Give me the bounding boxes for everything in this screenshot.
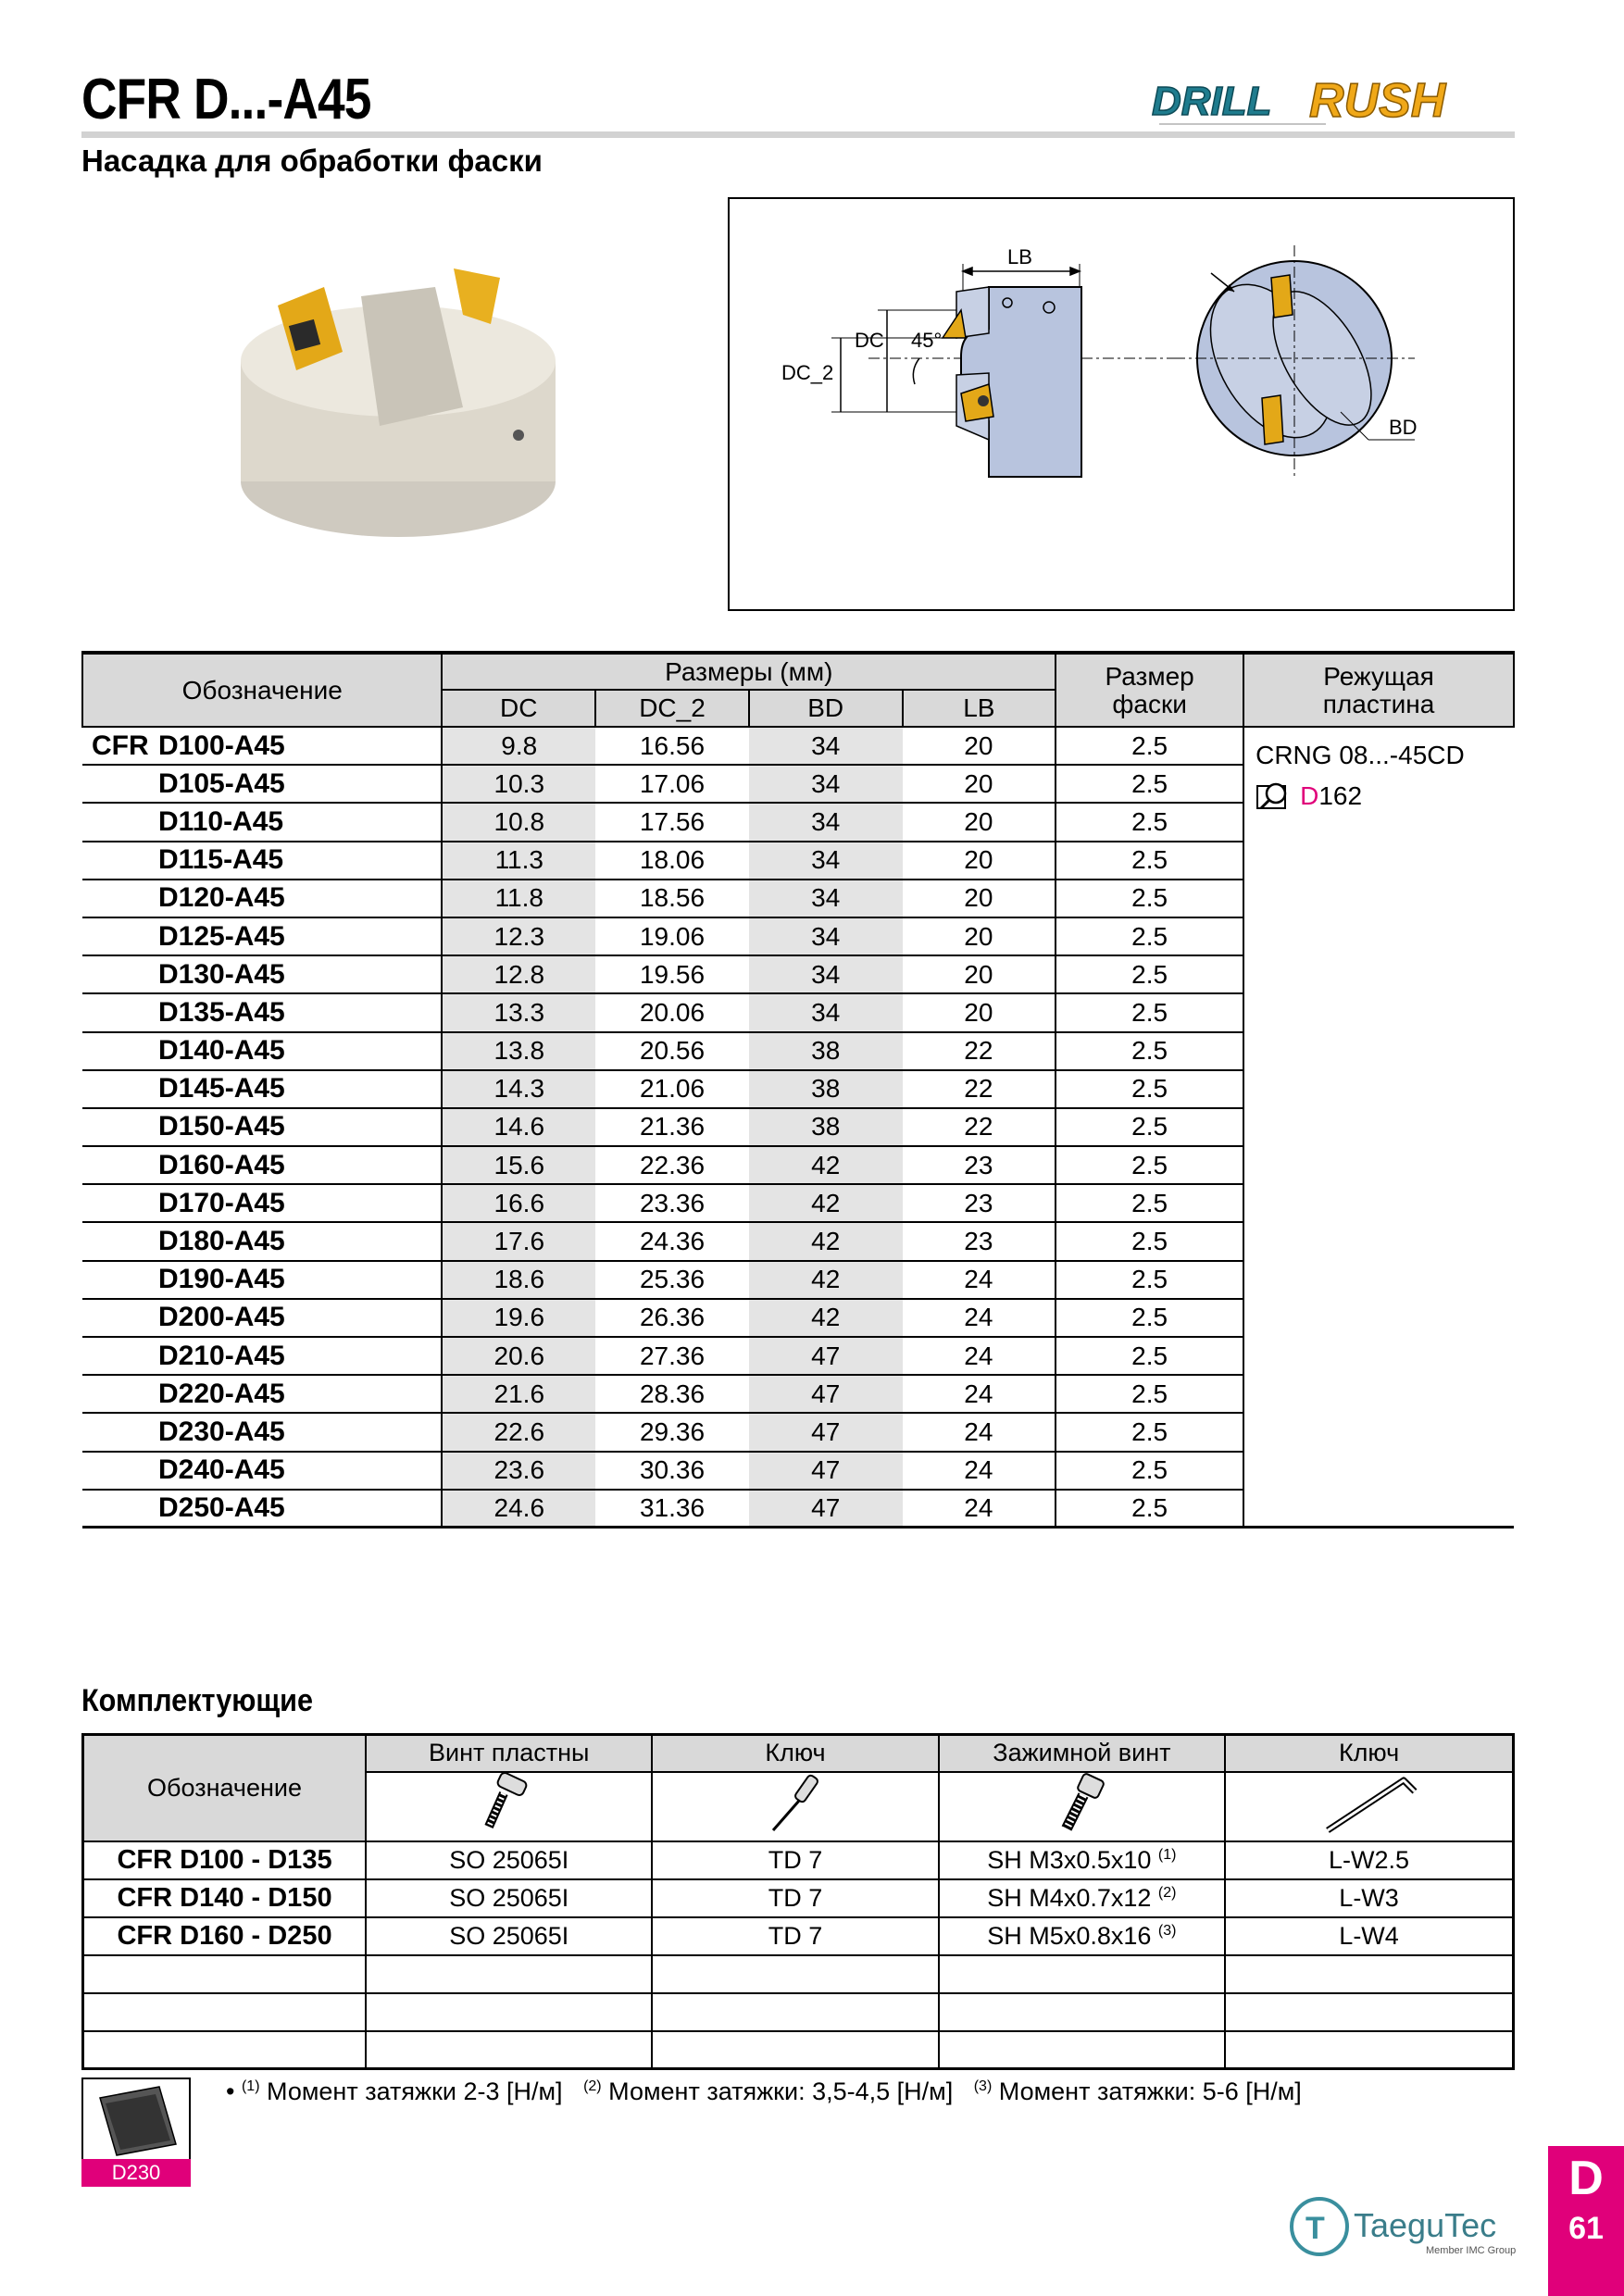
designation-code: D135-A45: [158, 996, 285, 1028]
designation-cell: [82, 803, 442, 841]
torque-footnotes: [226, 2078, 1302, 2106]
lb-cell: 24: [903, 1375, 1056, 1413]
screwdriver-icon: [758, 1773, 832, 1834]
designation-cell: [82, 917, 442, 955]
accessories-table: [81, 1733, 1515, 2070]
catalog-ref-label[interactable]: D230: [81, 2159, 191, 2187]
label-angle: 45°: [911, 329, 943, 352]
dc-cell: 14.3: [442, 1070, 595, 1108]
chamfer-cell: 2.5: [1056, 1452, 1243, 1490]
dc-cell: 14.6: [442, 1108, 595, 1146]
designation-cell: [82, 1337, 442, 1375]
svg-text:RUSH: RUSH: [1309, 74, 1446, 128]
brand-name: TaeguTec: [1354, 2206, 1497, 2244]
taegutec-logo: [1287, 2194, 1528, 2259]
clamp-screw-note: (1): [1157, 1846, 1177, 1863]
lb-cell: 22: [903, 1070, 1056, 1108]
dc-cell: 12.3: [442, 917, 595, 955]
bd-cell: 47: [749, 1413, 903, 1451]
bd-cell: 34: [749, 917, 903, 955]
designation-cell: [82, 1222, 442, 1260]
label-bd: BD: [1389, 416, 1418, 439]
hex-key-icon: [1318, 1773, 1420, 1834]
footnote-2-text: Момент затяжки: 3,5-4,5 [Н/м]: [608, 2078, 954, 2105]
lb-cell: 22: [903, 1032, 1056, 1070]
bd-cell: 34: [749, 955, 903, 993]
empty-cell: [83, 2031, 367, 2069]
chamfer-cell: 2.5: [1056, 1299, 1243, 1337]
designation-cell: [82, 993, 442, 1031]
lb-cell: 20: [903, 993, 1056, 1031]
chamfer-cell: 2.5: [1056, 1146, 1243, 1184]
designation-code: D220-A45: [158, 1378, 285, 1409]
dc-cell: 9.8: [442, 727, 595, 765]
chamfer-cell: 2.5: [1056, 1032, 1243, 1070]
clamp-screw-value-cell: [939, 1879, 1225, 1917]
key2-value: L-W4: [1225, 1917, 1513, 1955]
dc2-cell: 18.56: [595, 880, 749, 917]
lb-cell: 20: [903, 917, 1056, 955]
dc2-cell: 21.36: [595, 1108, 749, 1146]
svg-text:T: T: [1305, 2211, 1325, 2246]
dc-cell: 18.6: [442, 1261, 595, 1299]
lb-cell: 20: [903, 955, 1056, 993]
footnote-1-text: Момент затяжки 2-3 [Н/м]: [267, 2078, 563, 2105]
chamfer-cell: 2.5: [1056, 1070, 1243, 1108]
clamp-screw-cell: [939, 1772, 1225, 1841]
chamfer-cell: 2.5: [1056, 1222, 1243, 1260]
empty-accessory-row: [83, 1955, 1514, 1993]
insert-ref-page: 162: [1318, 781, 1363, 810]
clamp-screw-note: (3): [1157, 1922, 1177, 1939]
bd-cell: 42: [749, 1299, 903, 1337]
header-designation: Обозначение: [82, 653, 442, 727]
bd-cell: 47: [749, 1490, 903, 1528]
bd-cell: 38: [749, 1070, 903, 1108]
dc-cell: 21.6: [442, 1375, 595, 1413]
designation-cell: [82, 1070, 442, 1108]
designation-code: D140-A45: [158, 1035, 285, 1067]
dc2-cell: 31.36: [595, 1490, 749, 1528]
chamfer-cell: 2.5: [1056, 955, 1243, 993]
header-dc: DC: [442, 690, 595, 727]
designation-code: D200-A45: [158, 1302, 285, 1333]
label-dc2: DC_2: [781, 361, 834, 384]
dc-cell: 22.6: [442, 1413, 595, 1451]
bd-cell: 34: [749, 727, 903, 765]
dc-cell: 24.6: [442, 1490, 595, 1528]
lb-cell: 22: [903, 1108, 1056, 1146]
lb-cell: 24: [903, 1490, 1056, 1528]
key2-value: L-W3: [1225, 1879, 1513, 1917]
empty-cell: [1225, 1993, 1513, 2031]
label-dc: DC: [855, 329, 884, 352]
dc-cell: 15.6: [442, 1146, 595, 1184]
footnote-2-number: (2): [583, 2078, 602, 2094]
dimensions-table: [81, 651, 1515, 1529]
dc-cell: 20.6: [442, 1337, 595, 1375]
header-chamfer: Размер фаски: [1056, 653, 1243, 727]
designation-code: D100-A45: [158, 730, 285, 761]
clamp-screw-value-cell: [939, 1841, 1225, 1879]
empty-accessory-row: [83, 1993, 1514, 2031]
lb-cell: 24: [903, 1337, 1056, 1375]
label-lb: LB: [1007, 245, 1032, 268]
chamfer-cell: 2.5: [1056, 1413, 1243, 1451]
empty-cell: [1225, 1955, 1513, 1993]
drillrush-logo: [1141, 63, 1520, 137]
chamfer-cell: 2.5: [1056, 1337, 1243, 1375]
designation-code: D120-A45: [158, 882, 285, 914]
designation-cell: [82, 1146, 442, 1184]
designation-code: D160-A45: [158, 1149, 285, 1180]
bd-cell: 42: [749, 1146, 903, 1184]
section-tab: [1548, 2146, 1624, 2296]
footnote-bullet: •: [226, 2078, 235, 2105]
accessory-row: [83, 1879, 1514, 1917]
lb-cell: 24: [903, 1261, 1056, 1299]
lb-cell: 23: [903, 1184, 1056, 1222]
dc2-cell: 24.36: [595, 1222, 749, 1260]
dc2-cell: 26.36: [595, 1299, 749, 1337]
designation-code: D115-A45: [158, 844, 284, 876]
designation-cell: [82, 880, 442, 917]
dc2-cell: 18.06: [595, 842, 749, 880]
dc2-cell: 28.36: [595, 1375, 749, 1413]
bd-cell: 34: [749, 993, 903, 1031]
chamfer-cell: 2.5: [1056, 917, 1243, 955]
designation-cell: [82, 1184, 442, 1222]
chamfer-cell: 2.5: [1056, 1261, 1243, 1299]
empty-cell: [652, 2031, 938, 2069]
designation-code: D105-A45: [158, 767, 285, 799]
lb-cell: 23: [903, 1222, 1056, 1260]
empty-cell: [83, 1993, 367, 2031]
designation-code: D230-A45: [158, 1416, 285, 1447]
empty-cell: [652, 1955, 938, 1993]
empty-cell: [366, 2031, 652, 2069]
insert-page-reference[interactable]: [1255, 776, 1362, 817]
acc-header-key1: Ключ: [652, 1735, 938, 1772]
bd-cell: 42: [749, 1261, 903, 1299]
product-image: [222, 250, 574, 546]
dc2-cell: 17.56: [595, 803, 749, 841]
key1-value: TD 7: [652, 1879, 938, 1917]
dc2-cell: 20.56: [595, 1032, 749, 1070]
empty-cell: [1225, 2031, 1513, 2069]
lb-cell: 20: [903, 765, 1056, 803]
dc2-cell: 20.06: [595, 993, 749, 1031]
chamfer-cell: 2.5: [1056, 727, 1243, 765]
dc2-cell: 29.36: [595, 1413, 749, 1451]
lb-cell: 20: [903, 803, 1056, 841]
designation-code: D145-A45: [158, 1073, 285, 1104]
insert-ref-letter: D: [1300, 781, 1319, 810]
empty-cell: [939, 2031, 1225, 2069]
designation-cell: [82, 1413, 442, 1451]
header-lb: LB: [903, 690, 1056, 727]
acc-header-clamp-screw: Зажимной винт: [939, 1735, 1225, 1772]
insert-screw-value: SO 25065I: [366, 1879, 652, 1917]
bd-cell: 47: [749, 1337, 903, 1375]
dc2-cell: 19.06: [595, 917, 749, 955]
dc-cell: 17.6: [442, 1222, 595, 1260]
designation-cell: [82, 1490, 442, 1528]
dc2-cell: 30.36: [595, 1452, 749, 1490]
key1-value: TD 7: [652, 1841, 938, 1879]
brand-tagline: Member IMC Group: [1426, 2245, 1517, 2256]
accessory-row: [83, 1841, 1514, 1879]
clamp-screw-value-cell: [939, 1917, 1225, 1955]
designation-cell: [82, 1452, 442, 1490]
dc2-cell: 19.56: [595, 955, 749, 993]
designation-cell: [82, 727, 442, 765]
insert-screw-cell: [366, 1772, 652, 1841]
chamfer-cell: 2.5: [1056, 880, 1243, 917]
table-row: [82, 727, 1514, 765]
chamfer-cell: 2.5: [1056, 993, 1243, 1031]
clamp-screw-note: (2): [1157, 1884, 1177, 1901]
acc-header-insert-screw: Винт пластны: [366, 1735, 652, 1772]
dc-cell: 12.8: [442, 955, 595, 993]
designation-code: D110-A45: [158, 805, 284, 837]
dc-cell: 11.3: [442, 842, 595, 880]
designation-code: D250-A45: [158, 1492, 285, 1524]
key1-cell: [652, 1772, 938, 1841]
header-dc2: DC_2: [595, 690, 749, 727]
dc-cell: 13.3: [442, 993, 595, 1031]
designation-cell: [82, 955, 442, 993]
chamfer-cell: 2.5: [1056, 1108, 1243, 1146]
bd-cell: 34: [749, 842, 903, 880]
bd-cell: 42: [749, 1184, 903, 1222]
bd-cell: 42: [749, 1222, 903, 1260]
magnifier-icon: [1255, 780, 1296, 812]
dc-cell: 10.8: [442, 803, 595, 841]
chamfer-cell: 2.5: [1056, 1490, 1243, 1528]
designation-cell: [82, 1032, 442, 1070]
dc-cell: 23.6: [442, 1452, 595, 1490]
designation-cell: [82, 842, 442, 880]
designation-code: D210-A45: [158, 1340, 285, 1371]
designation-cell: [82, 1375, 442, 1413]
bd-cell: 47: [749, 1375, 903, 1413]
insert-screw-icon: [472, 1773, 546, 1834]
chamfer-cell: 2.5: [1056, 1184, 1243, 1222]
dc-cell: 16.6: [442, 1184, 595, 1222]
footnote-3-text: Момент затяжки: 5-6 [Н/м]: [998, 2078, 1302, 2105]
bd-cell: 34: [749, 880, 903, 917]
lb-cell: 20: [903, 727, 1056, 765]
empty-cell: [83, 1955, 367, 1993]
header-dimensions: Размеры (мм): [442, 653, 1056, 690]
lb-cell: 24: [903, 1299, 1056, 1337]
insert-screw-value: SO 25065I: [366, 1841, 652, 1879]
clamp-screw-value: SH M5x0.8x16: [987, 1921, 1152, 1950]
bd-cell: 38: [749, 1032, 903, 1070]
dc2-cell: 17.06: [595, 765, 749, 803]
empty-cell: [652, 1993, 938, 2031]
designation-code: D190-A45: [158, 1264, 285, 1295]
accessory-row: [83, 1917, 1514, 1955]
chamfer-cell: 2.5: [1056, 842, 1243, 880]
empty-cell: [366, 1993, 652, 2031]
dc-cell: 19.6: [442, 1299, 595, 1337]
lb-cell: 20: [903, 842, 1056, 880]
header-bd: BD: [749, 690, 903, 727]
chamfer-cell: 2.5: [1056, 1375, 1243, 1413]
clamp-screw-value: SH M4x0.7x12: [987, 1883, 1152, 1912]
bd-cell: 47: [749, 1452, 903, 1490]
accessory-designation: CFR D100 - D135: [83, 1841, 367, 1879]
insert-cell: [1243, 727, 1514, 1528]
acc-header-designation: Обозначение: [83, 1735, 367, 1841]
insert-screw-value: SO 25065I: [366, 1917, 652, 1955]
chamfer-cell: 2.5: [1056, 765, 1243, 803]
empty-cell: [939, 1955, 1225, 1993]
dc-cell: 11.8: [442, 880, 595, 917]
designation-code: D170-A45: [158, 1187, 285, 1218]
designation-code: D130-A45: [158, 958, 285, 990]
dc2-cell: 21.06: [595, 1070, 749, 1108]
empty-cell: [366, 1955, 652, 1993]
bd-cell: 34: [749, 803, 903, 841]
designation-prefix: CFR: [92, 730, 149, 761]
clamp-screw-icon: [1044, 1773, 1118, 1834]
designation-cell: [82, 1299, 442, 1337]
dc2-cell: 25.36: [595, 1261, 749, 1299]
dc2-cell: 16.56: [595, 727, 749, 765]
lb-cell: 24: [903, 1452, 1056, 1490]
chamfer-cell: 2.5: [1056, 803, 1243, 841]
designation-code: D125-A45: [158, 920, 285, 952]
designation-code: D180-A45: [158, 1226, 285, 1257]
dc2-cell: 22.36: [595, 1146, 749, 1184]
designation-cell: [82, 1261, 442, 1299]
footnote-1-number: (1): [241, 2078, 260, 2094]
dc2-cell: 23.36: [595, 1184, 749, 1222]
page-number: 61: [1568, 2211, 1604, 2246]
designation-code: D240-A45: [158, 1454, 285, 1486]
clamp-screw-value: SH M3x0.5x10: [987, 1845, 1152, 1874]
section-tab-letter: D: [1568, 2152, 1604, 2205]
acc-header-key2: Ключ: [1225, 1735, 1513, 1772]
designation-code: D150-A45: [158, 1111, 285, 1142]
lb-cell: 24: [903, 1413, 1056, 1451]
lb-cell: 20: [903, 880, 1056, 917]
designation-cell: [82, 1108, 442, 1146]
accessory-designation: CFR D160 - D250: [83, 1917, 367, 1955]
bd-cell: 38: [749, 1108, 903, 1146]
accessory-designation: CFR D140 - D150: [83, 1879, 367, 1917]
header-insert: Режущая пластина: [1243, 653, 1514, 727]
svg-text:DRILL: DRILL: [1152, 79, 1272, 124]
designation-cell: [82, 765, 442, 803]
footnote-3-number: (3): [973, 2078, 993, 2094]
key2-cell: [1225, 1772, 1513, 1841]
technical-diagram: [728, 197, 1515, 611]
insert-designation: CRNG 08...-45CD: [1255, 741, 1465, 769]
empty-accessory-row: [83, 2031, 1514, 2069]
key1-value: TD 7: [652, 1917, 938, 1955]
page-title: CFR D...-A45: [81, 68, 371, 131]
lb-cell: 23: [903, 1146, 1056, 1184]
key2-value: L-W2.5: [1225, 1841, 1513, 1879]
dc2-cell: 27.36: [595, 1337, 749, 1375]
dc-cell: 13.8: [442, 1032, 595, 1070]
empty-cell: [939, 1993, 1225, 2031]
bd-cell: 34: [749, 765, 903, 803]
accessories-heading: Комплектующие: [81, 1683, 314, 1718]
page-subtitle: Насадка для обработки фаски: [81, 144, 543, 178]
dc-cell: 10.3: [442, 765, 595, 803]
